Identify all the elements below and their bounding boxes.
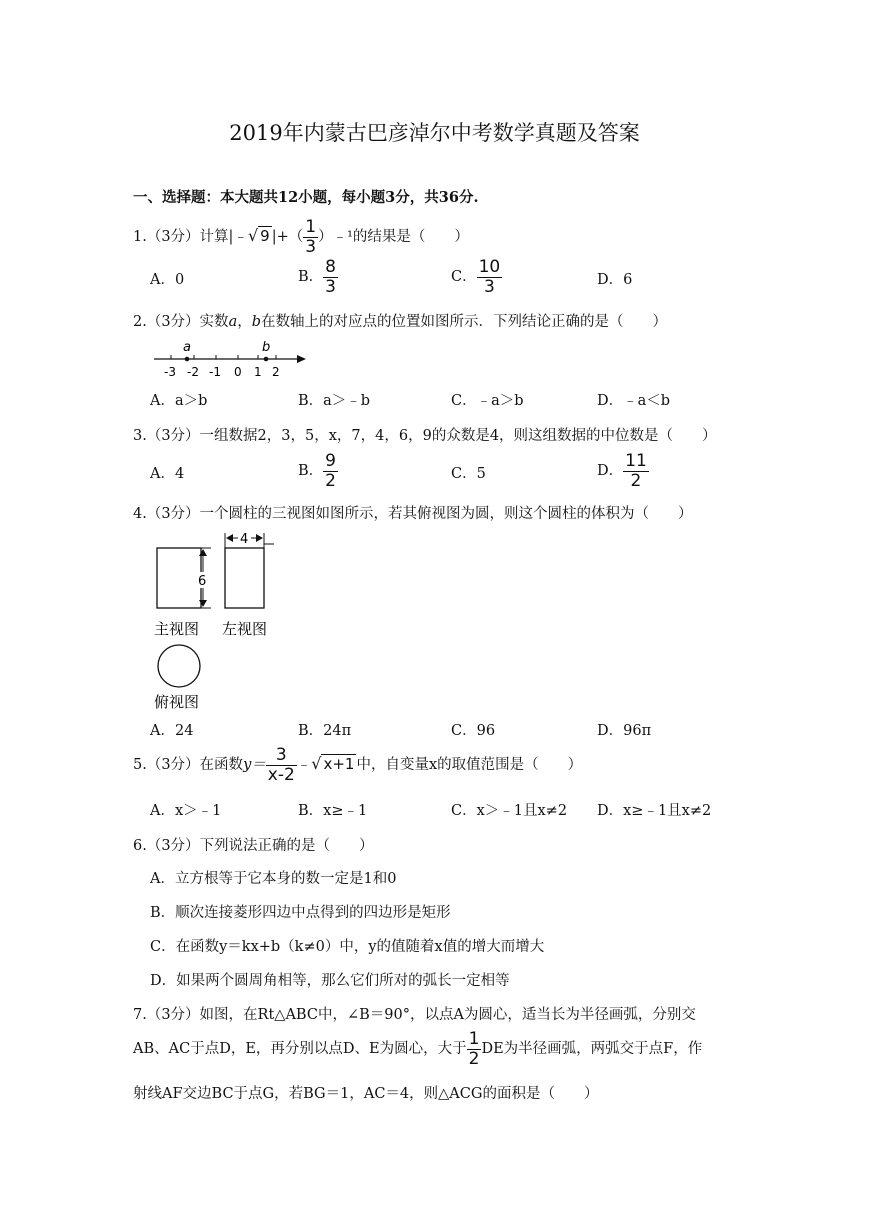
q5-sqrt-arg: x+1 xyxy=(323,755,355,774)
q2-option-c: C．﹣a＞b xyxy=(451,393,524,409)
q4-option-b: B．24π xyxy=(298,723,352,739)
q1-prefix: 1.（3分）计算|﹣ xyxy=(133,229,248,246)
number-line-figure xyxy=(150,336,310,380)
arrow-down-icon xyxy=(199,600,207,607)
q3-option-a: A．4 xyxy=(150,466,185,482)
q7-fraction xyxy=(467,1030,482,1068)
q4-option-d: D．96π xyxy=(597,723,652,739)
tick-label: 1 xyxy=(254,365,262,379)
q5-option-c: C．x＞﹣1且x≠2 xyxy=(451,803,568,819)
q5-option-a: A．x＞﹣1 xyxy=(150,803,222,819)
q1-c-label: C． xyxy=(451,269,477,286)
width-label: 4 xyxy=(240,532,249,547)
q5-y-eq: y＝ xyxy=(243,757,266,774)
q1-frac-den: 3 xyxy=(305,236,317,257)
q5-frac-num: 3 xyxy=(266,746,297,766)
top-view-circle xyxy=(158,645,200,687)
q1-suffix: ）﹣¹的结果是（ ） xyxy=(318,229,469,246)
q2-option-b: B．a＞﹣b xyxy=(298,393,371,409)
question-5 xyxy=(133,746,582,784)
q5-option-b: B．x≥﹣1 xyxy=(298,803,368,819)
q1-b-num: 8 xyxy=(325,257,336,277)
q5-fraction xyxy=(266,746,297,784)
q2-var-b: b xyxy=(251,314,262,330)
q2-sep: ， xyxy=(237,314,252,330)
q2-text-1: 2.（3分）实数 xyxy=(133,314,229,330)
q1-b-fraction xyxy=(323,258,338,296)
point-a-dot xyxy=(185,357,190,362)
page-title: 2019年内蒙古巴彦淖尔中考数学真题及答案 xyxy=(229,121,640,145)
q1-b-den: 3 xyxy=(325,276,336,297)
point-b-label: b xyxy=(262,340,271,355)
question-6: 6.（3分）下列说法正确的是（ ） xyxy=(133,838,374,854)
q4-option-c: C．96 xyxy=(451,723,496,739)
q3-b-fraction xyxy=(323,452,338,490)
q3-d-fraction xyxy=(623,452,649,490)
arrow-left-icon xyxy=(226,534,233,542)
q3-b-label: B． xyxy=(298,463,324,480)
question-7-line-3: 射线AF交边BC于点G，若BG＝1，AC＝4，则△ACG的面积是（ ） xyxy=(133,1086,599,1102)
q3-option-d xyxy=(597,452,649,490)
q6-option-a: A．立方根等于它本身的数一定是1和0 xyxy=(150,871,397,887)
q1-option-c xyxy=(451,258,502,296)
q4-option-a: A．24 xyxy=(150,723,194,739)
three-view-figure xyxy=(148,530,288,712)
q3-d-num: 11 xyxy=(625,451,647,471)
q7-line2-a: AB、AC于点D，E，再分别以点D、E为圆心，大于 xyxy=(133,1041,467,1058)
q3-b-num: 9 xyxy=(325,451,336,471)
front-view-label: 主视图 xyxy=(154,620,200,638)
q3-b-den: 2 xyxy=(325,470,336,491)
q5-suffix: 中，自变量x的取值范围是（ ） xyxy=(356,757,583,774)
q6-option-c: C．在函数y＝kx+b（k≠0）中，y的值随着x值的增大而增大 xyxy=(150,939,545,955)
q2-option-d: D．﹣a＜b xyxy=(597,393,671,409)
q1-fraction xyxy=(303,218,318,256)
question-7-line-1: 7.（3分）如图，在Rt△ABC中，∠B＝90°，以点A为圆心，适当长为半径画弧，分别交 xyxy=(133,1007,696,1023)
q7-frac-den: 2 xyxy=(468,1048,480,1069)
section-heading: 一、选择题：本大题共12小题，每小题3分，共36分. xyxy=(133,189,479,206)
tick-label: -3 xyxy=(164,365,176,379)
tick-label: -1 xyxy=(209,365,221,379)
q2-var-a: a xyxy=(228,314,238,330)
left-view-rect xyxy=(225,548,264,608)
point-a-label: a xyxy=(183,340,191,355)
q1-option-a: A．0 xyxy=(150,272,185,288)
sqrt-icon: √ xyxy=(311,754,322,774)
q1-frac-num: 1 xyxy=(305,217,317,237)
question-2 xyxy=(133,310,667,331)
q1-option-b xyxy=(298,258,338,296)
q1-b-label: B． xyxy=(298,269,324,286)
q1-sqrt-arg: 9 xyxy=(260,227,270,246)
q3-d-label: D． xyxy=(597,463,624,480)
number-line-arrow-icon xyxy=(297,355,306,363)
arrow-up-icon xyxy=(199,549,207,556)
height-label: 6 xyxy=(198,574,207,589)
q3-option-c: C．5 xyxy=(451,466,486,482)
q1-option-d: D．6 xyxy=(597,272,633,288)
q6-option-d: D．如果两个圆周角相等，那么它们所对的弧长一定相等 xyxy=(150,973,510,989)
q6-option-b: B．顺次连接菱形四边中点得到的四边形是矩形 xyxy=(150,905,451,921)
question-1 xyxy=(133,218,469,256)
left-view-label: 左视图 xyxy=(222,620,268,638)
q2-option-a: A．a＞b xyxy=(150,393,208,409)
q5-minus: ﹣ xyxy=(296,757,312,774)
tick-label: 2 xyxy=(272,365,280,379)
question-7-line-2 xyxy=(133,1030,702,1068)
front-view-rect xyxy=(157,548,201,608)
q2-text-2: 在数轴上的对应点的位置如图所示．下列结论正确的是（ ） xyxy=(261,314,668,330)
q5-prefix: 5.（3分）在函数 xyxy=(133,757,244,774)
q5-option-d: D．x≥﹣1且x≠2 xyxy=(597,803,712,819)
q7-line2-b: DE为半径画弧，两弧交于点F，作 xyxy=(481,1041,703,1058)
q3-option-b xyxy=(298,452,338,490)
question-3: 3.（3分）一组数据2，3，5，x，7，4，6，9的众数是4，则这组数据的中位数是（ ） xyxy=(133,428,717,444)
q1-c-num: 10 xyxy=(478,257,501,277)
point-b-dot xyxy=(264,357,269,362)
top-view-label: 俯视图 xyxy=(154,693,200,711)
q1-c-fraction xyxy=(477,258,503,296)
question-4: 4.（3分）一个圆柱的三视图如图所示，若其俯视图为圆，则这个圆柱的体积为（ ） xyxy=(133,506,693,522)
tick-label: -2 xyxy=(187,365,199,379)
q1-c-den: 3 xyxy=(484,276,495,297)
q1-mid: |+（ xyxy=(271,229,304,246)
sqrt-icon: √ xyxy=(247,226,259,246)
q7-frac-num: 1 xyxy=(468,1029,480,1049)
tick-label: 0 xyxy=(234,365,242,379)
arrow-right-icon xyxy=(256,534,263,542)
q3-d-den: 2 xyxy=(630,470,642,491)
q5-frac-den: x-2 xyxy=(267,764,295,785)
